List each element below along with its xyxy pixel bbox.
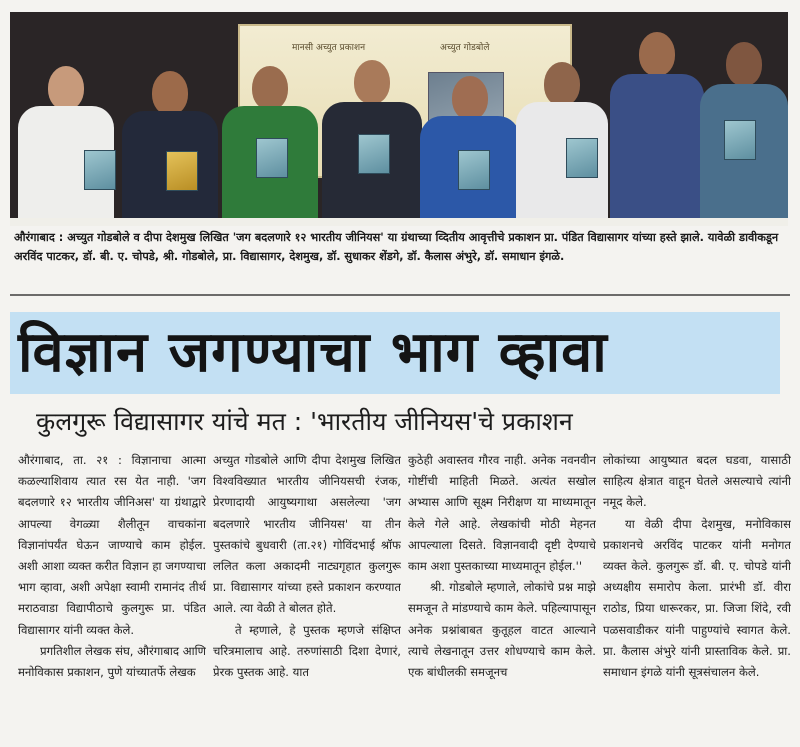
subheadline: कुलगुरू विद्यासागर यांचे मत : 'भारतीय जीनियस'चे प्रकाशन [36, 407, 573, 436]
book-icon [458, 150, 490, 190]
article-paragraph: प्रगतिशील लेखक संघ, औरंगाबाद आणि मनोविकास प्रकाशन, पुणे यांच्यातर्फे लेखक [18, 643, 206, 680]
stage-front [10, 218, 788, 226]
article-column-4 [603, 450, 791, 742]
person-4 [322, 60, 422, 226]
article-paragraph: औरंगाबाद, ता. २१ : विज्ञानाचा आत्मा कळल्याशिवाय त्यात रस येत नाही. 'जग बदलणारे १२ भारतीय जीनिअस' या ग्रंथाद्वारे आपल्या वेगळ्या शैलीतून वाचकांना विज्ञानांपर्यंत घेऊन जाण्याचे काम होईल. अशी आशा व्यक्त करीत विज्ञान हा जगण्याचा भाग व्हावा, अशी अपेक्षा स्वामी रामानंद तीर्थ मराठवाडा विद्यापीठाचे कुलगुरू प्रा. पंडित विद्यासागर यांनी व्यक्त केले. [18, 453, 206, 637]
book-icon [566, 138, 598, 178]
section-divider [10, 294, 790, 296]
person-8 [700, 42, 788, 226]
person-5 [420, 76, 520, 226]
book-icon [84, 150, 116, 190]
event-photo [10, 12, 788, 226]
book-icon [724, 120, 756, 160]
article-paragraph: कुठेही अवास्तव गौरव नाही. अनेक नवनवीन गोष्टींची माहिती मिळते. अत्यंत सखोल अभ्यास आणि सूक्ष्म निरीक्षण या माध्यमातून केले गेले आहे. लेखकांची मोठी मेहनत आपल्याला दिसते. विज्ञानवादी दृष्टी देण्याचे काम अशा पुस्तकाच्या माध्यमातून होईल.'' [408, 453, 596, 574]
article-paragraph: लोकांच्या आयुष्यात बदल घडवा, यासाठी साहित्य क्षेत्रात वाहून घेतले असल्याचे त्यांनी नमूद केले. [603, 453, 791, 510]
banner-right-text: अच्युत गोडबोले [440, 43, 490, 53]
article-paragraph: या वेळी दीपा देशमुख, मनोविकास प्रकाशनचे अरविंद पाटकर यांनी मनोगत व्यक्त केले. कुलगुरू डॉ. बी. ए. चोपडे यांनी अध्यक्षीय समारोप केला. प्रारंभी डॉ. वीरा राठोड, प्रिया धारूरकर, प्रा. जिजा शिंदे, रवी पळसवाडीकर यांनी पाहुण्यांचे स्वागत केले. प्रा. कैलास अंभुरे यांनी प्रास्ताविक केले. प्रा. समाधान इंगळे यांनी सूत्रसंचालन केले. [603, 516, 791, 680]
person-3 [222, 66, 318, 226]
book-icon [166, 151, 198, 191]
banner-left-text: मानसी अच्युत प्रकाशन [292, 43, 366, 53]
article-paragraph: ते म्हणाले, हे पुस्तक म्हणजे संक्षिप्त चरित्रमालाच आहे. तरुणांसाठी दिशा देणारं, प्रेरक पुस्तक आहे. यात [213, 622, 401, 680]
article-paragraph: श्री. गोडबोले म्हणाले, लोकांचे प्रश्न माझे समजून ते मांडण्याचे काम केले. पहिल्यापासून अनेक प्रश्नांबाबत कुतूहल वाटत आल्याने त्याचे लेखनातून उत्तर शोधण्याचे काम केले. एक बांधीलकी समजूनच [408, 580, 596, 680]
person-6 [516, 62, 608, 226]
article-paragraph: अच्युत गोडबोले आणि दीपा देशमुख लिखित विश्वविख्यात भारतीय जीनियसची रंजक, प्रेरणादायी आयुष्यगाथा असलेल्या 'जग बदलणारे भारतीय जीनियस' या तीन पुस्तकांचे बुधवारी (ता.२१) गोविंदभाई श्रॉफ ललित कला अकादमी नाट्यगृहात कुलगुरू प्रा. विद्यासागर यांच्या हस्ते प्रकाशन करण्यात आले. त्या वेळी ते बोलत होते. [213, 453, 401, 616]
person-1 [18, 66, 114, 226]
book-icon [358, 134, 390, 174]
photo-caption: औरंगाबाद : अच्युत गोडबोले व दीपा देशमुख लिखित 'जग बदलणारे १२ भारतीय जीनियस' या ग्रंथाच्या व्दितीय आवृत्तीचे प्रकाशन प्रा. पंडित विद्यासागर यांच्या हस्ते झाले. यावेळी डावीकडून अरविंद पाटकर, डॉ. बी. ए. चोपडे, श्री. गोडबोले, प्रा. विद्यासागर, देशमुख, डॉ. सुधाकर शेंडगे, डॉ. कैलास अंभुरे, डॉ. समाधान इंगळे. [14, 231, 779, 263]
article-column-3 [408, 450, 596, 742]
article-body [18, 450, 791, 742]
book-icon [256, 138, 288, 178]
person-7 [610, 32, 704, 226]
person-2 [122, 71, 218, 226]
headline: विज्ञान जगण्याचा भाग व्हावा [18, 320, 608, 385]
article-column-2 [213, 450, 401, 742]
article-column-1 [18, 450, 206, 742]
